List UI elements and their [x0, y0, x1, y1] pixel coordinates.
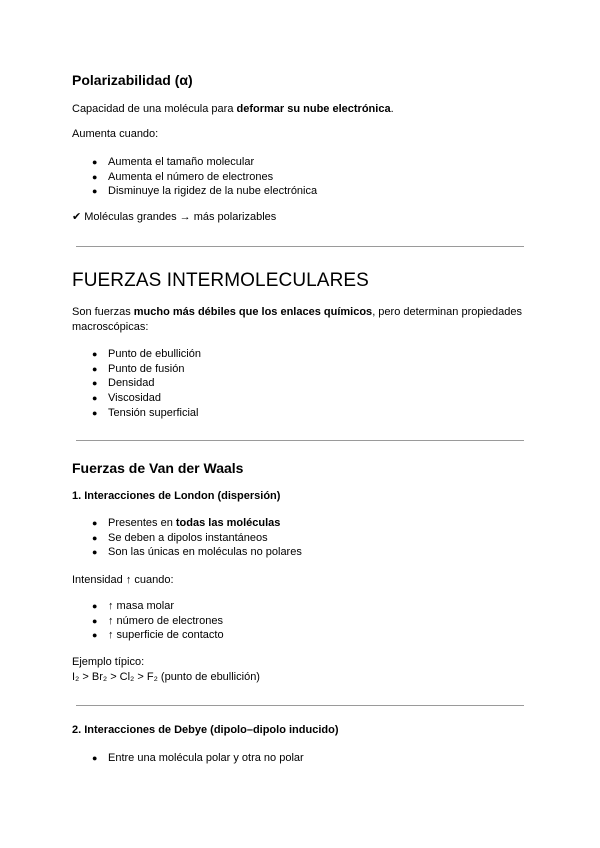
polarizabilidad-conclusion: ✔ Moléculas grandes → más polarizables	[72, 211, 277, 223]
list-item-text: Son las únicas en moléculas no polares	[108, 546, 302, 559]
list-item-text: Aumenta el número de electrones	[108, 170, 274, 183]
bullet-icon: ●	[92, 407, 98, 418]
bullet-icon: ●	[92, 171, 98, 182]
list-item-text: Aumenta el tamaño molecular	[108, 156, 255, 168]
list-item	[92, 614, 512, 629]
bullet-icon: ●	[92, 378, 98, 389]
list-item	[92, 599, 512, 614]
list-item-text: ↑ superficie de contacto	[108, 629, 224, 642]
list-item-text: Punto de fusión	[108, 362, 185, 375]
heading-polarizabilidad: Polarizabilidad (α)	[72, 72, 193, 88]
bullet-icon: ●	[92, 601, 98, 611]
list-item-text: Tensión superficial	[108, 406, 199, 419]
bullet-icon: ●	[92, 157, 98, 167]
list-item-text: Disminuye la rigidez de la nube electrónica	[108, 185, 318, 198]
list-item	[92, 170, 512, 185]
list-item	[92, 391, 512, 406]
list-item	[92, 155, 512, 170]
list-item-text: Viscosidad	[108, 392, 161, 405]
bullet-icon: ●	[92, 518, 98, 528]
list-item	[92, 362, 512, 377]
heading-debye: 2. Interacciones de Debye (dipolo–dipolo inducido)	[72, 724, 339, 736]
list-item	[92, 376, 512, 391]
heading-van-der-waals: Fuerzas de Van der Waals	[72, 460, 244, 476]
heading-london: 1. Interacciones de London (dispersión)	[72, 490, 281, 502]
ejemplo-text: I₂ > Br₂ > Cl₂ > F₂ (punto de ebullición)	[72, 671, 260, 683]
debye-list	[92, 751, 512, 766]
bullet-icon: ●	[92, 615, 98, 626]
list-item	[92, 184, 512, 199]
aumenta-cuando-label: Aumenta cuando:	[72, 128, 159, 140]
list-item-text: Densidad	[108, 377, 155, 390]
list-item	[92, 628, 512, 643]
divider	[76, 246, 524, 247]
bullet-icon: ●	[92, 630, 98, 641]
bullet-icon: ●	[92, 753, 98, 763]
polarizabilidad-list	[92, 155, 512, 199]
heading-fuerzas-intermoleculares: FUERZAS INTERMOLECULARES	[72, 270, 369, 291]
bullet-icon: ●	[92, 363, 98, 374]
list-item	[92, 516, 512, 531]
propiedades-list	[92, 347, 512, 421]
intro-text: Son fuerzas	[72, 306, 134, 318]
polarizabilidad-intro	[72, 102, 528, 117]
list-item	[92, 531, 512, 546]
list-item-text: ↑ masa molar	[108, 600, 175, 612]
bullet-icon: ●	[92, 349, 98, 359]
ejemplo-label: Ejemplo típico:	[72, 656, 145, 668]
fuerzas-intro	[72, 305, 528, 335]
list-item-text: Presentes en	[108, 517, 176, 529]
list-item-text: ↑ número de electrones	[108, 614, 223, 627]
list-item	[92, 751, 512, 766]
intensidad-list	[92, 599, 512, 643]
intensidad-label: Intensidad ↑ cuando:	[72, 574, 174, 586]
list-item	[92, 545, 512, 560]
list-item-bold-text: todas las moléculas	[175, 517, 281, 529]
bullet-icon: ●	[92, 186, 98, 197]
bullet-icon: ●	[92, 532, 98, 543]
divider	[76, 705, 524, 706]
intro-bold-text: deformar su nube electrónica	[236, 103, 391, 115]
intro-bold-text: mucho más débiles que los enlaces químicos	[133, 306, 373, 318]
bullet-icon: ●	[92, 393, 98, 404]
intro-text-end: .	[390, 103, 394, 115]
bullet-icon: ●	[92, 547, 98, 558]
intro-text-end: , pero determinan propiedades macroscópicas:	[72, 306, 523, 333]
intro-text: Capacidad de una molécula para	[72, 103, 237, 115]
list-item-text: Se deben a dipolos instantáneos	[108, 531, 268, 544]
list-item	[92, 347, 512, 362]
list-item	[92, 406, 512, 421]
list-item-text: Entre una molécula polar y otra no polar	[108, 752, 304, 764]
london-list	[92, 516, 512, 560]
list-item-text: Punto de ebullición	[108, 348, 201, 360]
divider	[76, 440, 524, 441]
